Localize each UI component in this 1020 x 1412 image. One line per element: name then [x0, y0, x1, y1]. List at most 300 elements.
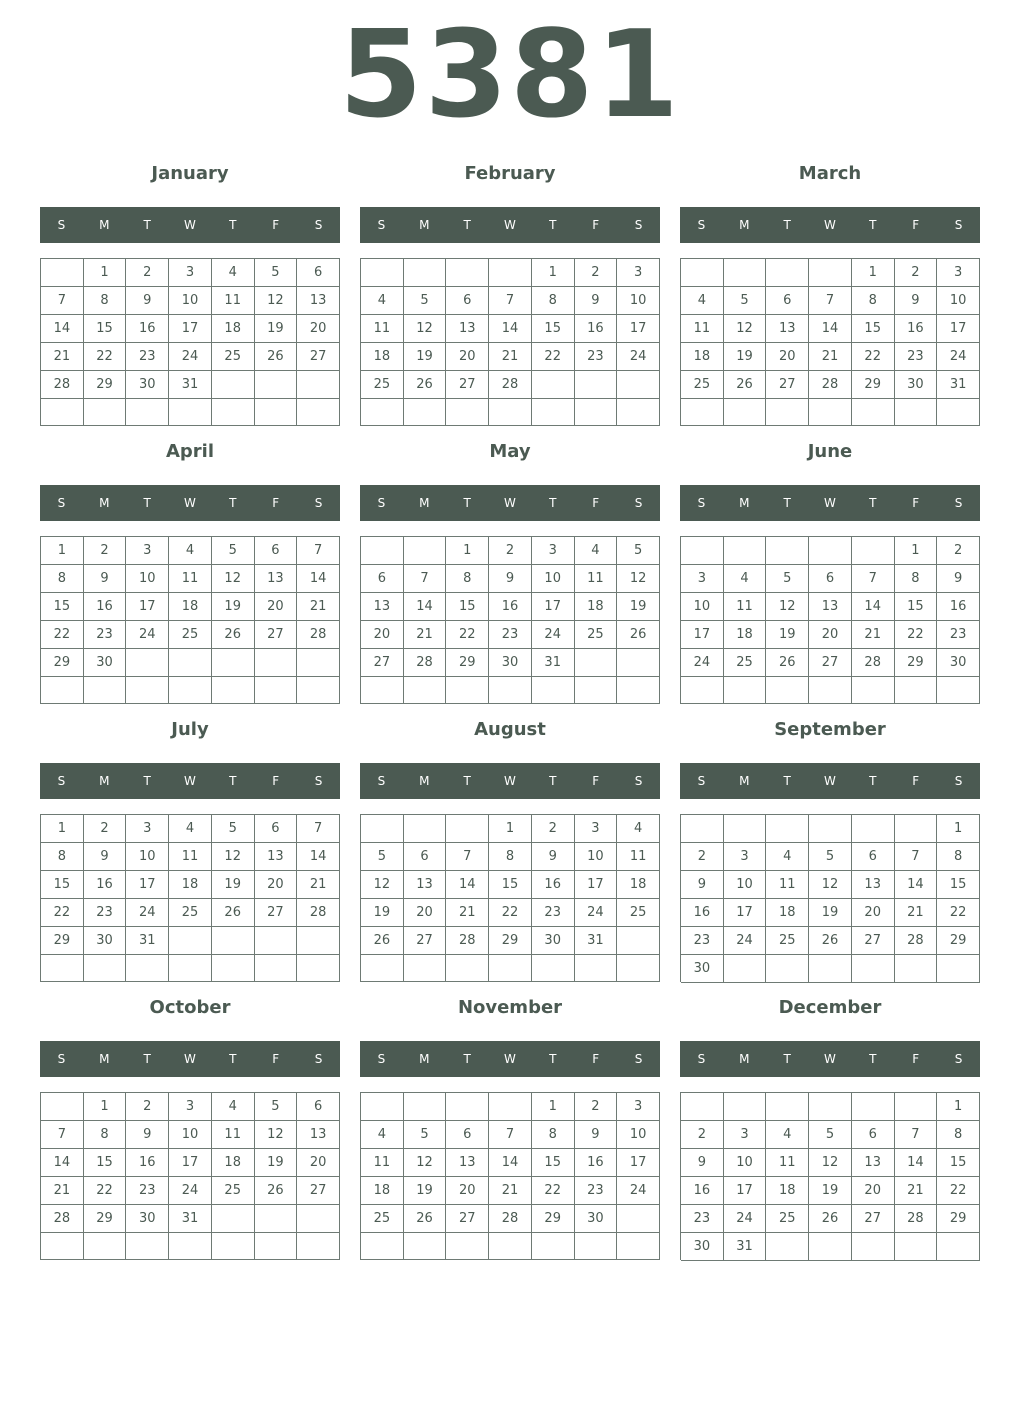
day-cell[interactable]: 18: [361, 1177, 404, 1205]
day-cell[interactable]: 7: [895, 843, 938, 871]
day-cell[interactable]: 14: [489, 1149, 532, 1177]
day-cell[interactable]: 27: [297, 1177, 340, 1205]
day-cell[interactable]: 14: [41, 1149, 84, 1177]
day-cell[interactable]: 2: [681, 1121, 724, 1149]
day-cell[interactable]: 21: [297, 593, 340, 621]
day-cell[interactable]: 31: [532, 649, 575, 677]
day-cell[interactable]: 29: [532, 1205, 575, 1233]
day-cell[interactable]: 27: [852, 1205, 895, 1233]
day-cell[interactable]: 8: [41, 843, 84, 871]
day-cell[interactable]: 23: [681, 1205, 724, 1233]
day-cell[interactable]: 20: [255, 871, 298, 899]
day-cell[interactable]: 4: [617, 815, 660, 843]
day-cell[interactable]: 6: [255, 815, 298, 843]
day-cell[interactable]: 1: [84, 1093, 127, 1121]
day-cell[interactable]: 20: [446, 343, 489, 371]
day-cell[interactable]: 29: [84, 1205, 127, 1233]
day-cell[interactable]: 7: [809, 287, 852, 315]
day-cell[interactable]: 24: [126, 621, 169, 649]
day-cell[interactable]: 27: [297, 343, 340, 371]
day-cell[interactable]: 11: [617, 843, 660, 871]
day-cell[interactable]: 30: [575, 1205, 618, 1233]
day-cell[interactable]: 15: [41, 871, 84, 899]
day-cell[interactable]: 10: [532, 565, 575, 593]
day-cell[interactable]: 23: [681, 927, 724, 955]
day-cell[interactable]: 14: [852, 593, 895, 621]
day-cell[interactable]: 25: [212, 1177, 255, 1205]
day-cell[interactable]: 14: [446, 871, 489, 899]
day-cell[interactable]: 9: [681, 871, 724, 899]
day-cell[interactable]: 18: [212, 315, 255, 343]
day-cell[interactable]: 11: [361, 1149, 404, 1177]
day-cell[interactable]: 10: [126, 565, 169, 593]
day-cell[interactable]: 19: [724, 343, 767, 371]
day-cell[interactable]: 13: [446, 1149, 489, 1177]
day-cell[interactable]: 10: [617, 287, 660, 315]
day-cell[interactable]: 5: [766, 565, 809, 593]
day-cell[interactable]: 17: [937, 315, 980, 343]
day-cell[interactable]: 2: [126, 259, 169, 287]
day-cell[interactable]: 19: [361, 899, 404, 927]
day-cell[interactable]: 16: [681, 1177, 724, 1205]
day-cell[interactable]: 11: [212, 287, 255, 315]
day-cell[interactable]: 5: [361, 843, 404, 871]
day-cell[interactable]: 28: [41, 1205, 84, 1233]
day-cell[interactable]: 7: [404, 565, 447, 593]
day-cell[interactable]: 31: [169, 1205, 212, 1233]
day-cell[interactable]: 6: [297, 1093, 340, 1121]
day-cell[interactable]: 7: [895, 1121, 938, 1149]
day-cell[interactable]: 1: [532, 259, 575, 287]
day-cell[interactable]: 25: [724, 649, 767, 677]
day-cell[interactable]: 18: [766, 1177, 809, 1205]
day-cell[interactable]: 30: [84, 649, 127, 677]
day-cell[interactable]: 20: [404, 899, 447, 927]
day-cell[interactable]: 8: [532, 1121, 575, 1149]
day-cell[interactable]: 15: [489, 871, 532, 899]
day-cell[interactable]: 6: [297, 259, 340, 287]
day-cell[interactable]: 11: [766, 1149, 809, 1177]
day-cell[interactable]: 11: [212, 1121, 255, 1149]
day-cell[interactable]: 27: [446, 1205, 489, 1233]
day-cell[interactable]: 28: [895, 1205, 938, 1233]
day-cell[interactable]: 31: [575, 927, 618, 955]
day-cell[interactable]: 10: [617, 1121, 660, 1149]
day-cell[interactable]: 17: [169, 1149, 212, 1177]
day-cell[interactable]: 30: [532, 927, 575, 955]
day-cell[interactable]: 26: [212, 899, 255, 927]
day-cell[interactable]: 29: [937, 927, 980, 955]
day-cell[interactable]: 12: [724, 315, 767, 343]
day-cell[interactable]: 19: [404, 343, 447, 371]
day-cell[interactable]: 21: [297, 871, 340, 899]
day-cell[interactable]: 13: [404, 871, 447, 899]
day-cell[interactable]: 8: [489, 843, 532, 871]
day-cell[interactable]: 29: [852, 371, 895, 399]
day-cell[interactable]: 9: [489, 565, 532, 593]
day-cell[interactable]: 18: [212, 1149, 255, 1177]
day-cell[interactable]: 3: [724, 1121, 767, 1149]
day-cell[interactable]: 28: [895, 927, 938, 955]
day-cell[interactable]: 28: [489, 1205, 532, 1233]
day-cell[interactable]: 12: [766, 593, 809, 621]
day-cell[interactable]: 29: [937, 1205, 980, 1233]
day-cell[interactable]: 24: [617, 1177, 660, 1205]
day-cell[interactable]: 5: [617, 537, 660, 565]
day-cell[interactable]: 29: [41, 649, 84, 677]
day-cell[interactable]: 10: [724, 1149, 767, 1177]
day-cell[interactable]: 9: [532, 843, 575, 871]
day-cell[interactable]: 25: [766, 927, 809, 955]
day-cell[interactable]: 17: [724, 899, 767, 927]
day-cell[interactable]: 30: [895, 371, 938, 399]
day-cell[interactable]: 28: [489, 371, 532, 399]
day-cell[interactable]: 9: [681, 1149, 724, 1177]
day-cell[interactable]: 9: [126, 1121, 169, 1149]
day-cell[interactable]: 6: [852, 1121, 895, 1149]
day-cell[interactable]: 12: [809, 1149, 852, 1177]
day-cell[interactable]: 27: [766, 371, 809, 399]
day-cell[interactable]: 21: [852, 621, 895, 649]
day-cell[interactable]: 30: [489, 649, 532, 677]
day-cell[interactable]: 25: [169, 899, 212, 927]
day-cell[interactable]: 27: [852, 927, 895, 955]
day-cell[interactable]: 25: [361, 371, 404, 399]
day-cell[interactable]: 4: [212, 259, 255, 287]
day-cell[interactable]: 26: [255, 343, 298, 371]
day-cell[interactable]: 12: [212, 843, 255, 871]
day-cell[interactable]: 20: [852, 899, 895, 927]
day-cell[interactable]: 22: [84, 1177, 127, 1205]
day-cell[interactable]: 13: [361, 593, 404, 621]
day-cell[interactable]: 5: [809, 843, 852, 871]
day-cell[interactable]: 31: [169, 371, 212, 399]
day-cell[interactable]: 19: [766, 621, 809, 649]
day-cell[interactable]: 14: [895, 871, 938, 899]
day-cell[interactable]: 4: [169, 537, 212, 565]
day-cell[interactable]: 3: [617, 1093, 660, 1121]
day-cell[interactable]: 22: [41, 899, 84, 927]
day-cell[interactable]: 1: [937, 815, 980, 843]
day-cell[interactable]: 8: [446, 565, 489, 593]
day-cell[interactable]: 18: [766, 899, 809, 927]
day-cell[interactable]: 22: [84, 343, 127, 371]
day-cell[interactable]: 4: [681, 287, 724, 315]
day-cell[interactable]: 22: [895, 621, 938, 649]
day-cell[interactable]: 8: [84, 1121, 127, 1149]
day-cell[interactable]: 29: [446, 649, 489, 677]
day-cell[interactable]: 17: [724, 1177, 767, 1205]
day-cell[interactable]: 1: [489, 815, 532, 843]
day-cell[interactable]: 19: [255, 315, 298, 343]
day-cell[interactable]: 2: [126, 1093, 169, 1121]
day-cell[interactable]: 19: [809, 1177, 852, 1205]
day-cell[interactable]: 25: [575, 621, 618, 649]
day-cell[interactable]: 11: [361, 315, 404, 343]
day-cell[interactable]: 19: [255, 1149, 298, 1177]
day-cell[interactable]: 23: [937, 621, 980, 649]
day-cell[interactable]: 12: [404, 315, 447, 343]
day-cell[interactable]: 1: [41, 815, 84, 843]
day-cell[interactable]: 26: [404, 371, 447, 399]
day-cell[interactable]: 26: [766, 649, 809, 677]
day-cell[interactable]: 21: [41, 1177, 84, 1205]
day-cell[interactable]: 13: [446, 315, 489, 343]
day-cell[interactable]: 11: [575, 565, 618, 593]
day-cell[interactable]: 1: [41, 537, 84, 565]
day-cell[interactable]: 16: [575, 315, 618, 343]
day-cell[interactable]: 26: [724, 371, 767, 399]
day-cell[interactable]: 5: [404, 287, 447, 315]
day-cell[interactable]: 26: [809, 927, 852, 955]
day-cell[interactable]: 14: [404, 593, 447, 621]
day-cell[interactable]: 14: [41, 315, 84, 343]
day-cell[interactable]: 3: [724, 843, 767, 871]
day-cell[interactable]: 31: [724, 1233, 767, 1261]
day-cell[interactable]: 6: [852, 843, 895, 871]
day-cell[interactable]: 28: [297, 899, 340, 927]
day-cell[interactable]: 12: [255, 287, 298, 315]
day-cell[interactable]: 24: [681, 649, 724, 677]
day-cell[interactable]: 18: [681, 343, 724, 371]
day-cell[interactable]: 13: [766, 315, 809, 343]
day-cell[interactable]: 1: [852, 259, 895, 287]
day-cell[interactable]: 20: [446, 1177, 489, 1205]
day-cell[interactable]: 23: [575, 1177, 618, 1205]
day-cell[interactable]: 2: [532, 815, 575, 843]
day-cell[interactable]: 21: [41, 343, 84, 371]
day-cell[interactable]: 18: [617, 871, 660, 899]
day-cell[interactable]: 28: [446, 927, 489, 955]
day-cell[interactable]: 8: [852, 287, 895, 315]
day-cell[interactable]: 23: [84, 899, 127, 927]
day-cell[interactable]: 4: [724, 565, 767, 593]
day-cell[interactable]: 27: [404, 927, 447, 955]
day-cell[interactable]: 26: [255, 1177, 298, 1205]
day-cell[interactable]: 13: [297, 1121, 340, 1149]
day-cell[interactable]: 4: [766, 843, 809, 871]
day-cell[interactable]: 7: [489, 1121, 532, 1149]
day-cell[interactable]: 10: [169, 287, 212, 315]
day-cell[interactable]: 5: [212, 537, 255, 565]
day-cell[interactable]: 3: [617, 259, 660, 287]
day-cell[interactable]: 5: [255, 1093, 298, 1121]
day-cell[interactable]: 18: [169, 593, 212, 621]
day-cell[interactable]: 17: [126, 871, 169, 899]
day-cell[interactable]: 1: [84, 259, 127, 287]
day-cell[interactable]: 24: [575, 899, 618, 927]
day-cell[interactable]: 3: [126, 537, 169, 565]
day-cell[interactable]: 16: [489, 593, 532, 621]
day-cell[interactable]: 4: [575, 537, 618, 565]
day-cell[interactable]: 27: [446, 371, 489, 399]
day-cell[interactable]: 11: [766, 871, 809, 899]
day-cell[interactable]: 28: [809, 371, 852, 399]
day-cell[interactable]: 2: [84, 537, 127, 565]
day-cell[interactable]: 12: [809, 871, 852, 899]
day-cell[interactable]: 21: [489, 1177, 532, 1205]
day-cell[interactable]: 17: [681, 621, 724, 649]
day-cell[interactable]: 8: [532, 287, 575, 315]
day-cell[interactable]: 1: [895, 537, 938, 565]
day-cell[interactable]: 19: [404, 1177, 447, 1205]
day-cell[interactable]: 25: [169, 621, 212, 649]
day-cell[interactable]: 24: [617, 343, 660, 371]
day-cell[interactable]: 30: [84, 927, 127, 955]
day-cell[interactable]: 5: [404, 1121, 447, 1149]
day-cell[interactable]: 2: [937, 537, 980, 565]
day-cell[interactable]: 8: [895, 565, 938, 593]
day-cell[interactable]: 25: [617, 899, 660, 927]
day-cell[interactable]: 25: [361, 1205, 404, 1233]
day-cell[interactable]: 15: [446, 593, 489, 621]
day-cell[interactable]: 29: [489, 927, 532, 955]
day-cell[interactable]: 7: [852, 565, 895, 593]
day-cell[interactable]: 31: [126, 927, 169, 955]
day-cell[interactable]: 16: [84, 593, 127, 621]
day-cell[interactable]: 15: [41, 593, 84, 621]
day-cell[interactable]: 14: [297, 843, 340, 871]
day-cell[interactable]: 6: [809, 565, 852, 593]
day-cell[interactable]: 13: [255, 843, 298, 871]
day-cell[interactable]: 27: [809, 649, 852, 677]
day-cell[interactable]: 7: [297, 815, 340, 843]
day-cell[interactable]: 9: [895, 287, 938, 315]
day-cell[interactable]: 2: [575, 1093, 618, 1121]
day-cell[interactable]: 18: [361, 343, 404, 371]
day-cell[interactable]: 10: [724, 871, 767, 899]
day-cell[interactable]: 6: [766, 287, 809, 315]
day-cell[interactable]: 3: [532, 537, 575, 565]
day-cell[interactable]: 15: [532, 315, 575, 343]
day-cell[interactable]: 26: [617, 621, 660, 649]
day-cell[interactable]: 10: [937, 287, 980, 315]
day-cell[interactable]: 6: [446, 1121, 489, 1149]
day-cell[interactable]: 30: [681, 955, 724, 983]
day-cell[interactable]: 11: [724, 593, 767, 621]
day-cell[interactable]: 15: [852, 315, 895, 343]
day-cell[interactable]: 23: [575, 343, 618, 371]
day-cell[interactable]: 6: [255, 537, 298, 565]
day-cell[interactable]: 7: [446, 843, 489, 871]
day-cell[interactable]: 15: [84, 315, 127, 343]
day-cell[interactable]: 22: [446, 621, 489, 649]
day-cell[interactable]: 12: [361, 871, 404, 899]
day-cell[interactable]: 3: [681, 565, 724, 593]
day-cell[interactable]: 1: [532, 1093, 575, 1121]
day-cell[interactable]: 22: [489, 899, 532, 927]
day-cell[interactable]: 4: [766, 1121, 809, 1149]
day-cell[interactable]: 16: [681, 899, 724, 927]
day-cell[interactable]: 4: [212, 1093, 255, 1121]
day-cell[interactable]: 16: [532, 871, 575, 899]
day-cell[interactable]: 20: [809, 621, 852, 649]
day-cell[interactable]: 15: [895, 593, 938, 621]
day-cell[interactable]: 7: [41, 287, 84, 315]
day-cell[interactable]: 12: [404, 1149, 447, 1177]
day-cell[interactable]: 29: [84, 371, 127, 399]
day-cell[interactable]: 16: [575, 1149, 618, 1177]
day-cell[interactable]: 10: [169, 1121, 212, 1149]
day-cell[interactable]: 20: [766, 343, 809, 371]
day-cell[interactable]: 20: [255, 593, 298, 621]
day-cell[interactable]: 21: [489, 343, 532, 371]
day-cell[interactable]: 10: [126, 843, 169, 871]
day-cell[interactable]: 25: [766, 1205, 809, 1233]
day-cell[interactable]: 6: [404, 843, 447, 871]
day-cell[interactable]: 27: [255, 899, 298, 927]
day-cell[interactable]: 14: [809, 315, 852, 343]
day-cell[interactable]: 1: [446, 537, 489, 565]
day-cell[interactable]: 13: [852, 871, 895, 899]
day-cell[interactable]: 26: [361, 927, 404, 955]
day-cell[interactable]: 22: [41, 621, 84, 649]
day-cell[interactable]: 23: [84, 621, 127, 649]
day-cell[interactable]: 3: [169, 259, 212, 287]
day-cell[interactable]: 26: [404, 1205, 447, 1233]
day-cell[interactable]: 24: [126, 899, 169, 927]
day-cell[interactable]: 30: [937, 649, 980, 677]
day-cell[interactable]: 16: [895, 315, 938, 343]
day-cell[interactable]: 17: [532, 593, 575, 621]
day-cell[interactable]: 14: [895, 1149, 938, 1177]
day-cell[interactable]: 11: [681, 315, 724, 343]
day-cell[interactable]: 22: [937, 899, 980, 927]
day-cell[interactable]: 9: [575, 287, 618, 315]
day-cell[interactable]: 7: [297, 537, 340, 565]
day-cell[interactable]: 22: [532, 343, 575, 371]
day-cell[interactable]: 24: [532, 621, 575, 649]
day-cell[interactable]: 9: [937, 565, 980, 593]
day-cell[interactable]: 29: [41, 927, 84, 955]
day-cell[interactable]: 28: [297, 621, 340, 649]
day-cell[interactable]: 22: [532, 1177, 575, 1205]
day-cell[interactable]: 27: [255, 621, 298, 649]
day-cell[interactable]: 12: [212, 565, 255, 593]
day-cell[interactable]: 19: [809, 899, 852, 927]
day-cell[interactable]: 8: [937, 1121, 980, 1149]
day-cell[interactable]: 9: [575, 1121, 618, 1149]
day-cell[interactable]: 9: [126, 287, 169, 315]
day-cell[interactable]: 17: [617, 1149, 660, 1177]
day-cell[interactable]: 23: [126, 1177, 169, 1205]
day-cell[interactable]: 10: [681, 593, 724, 621]
day-cell[interactable]: 16: [84, 871, 127, 899]
day-cell[interactable]: 9: [84, 843, 127, 871]
day-cell[interactable]: 22: [937, 1177, 980, 1205]
day-cell[interactable]: 21: [895, 1177, 938, 1205]
day-cell[interactable]: 3: [575, 815, 618, 843]
day-cell[interactable]: 20: [297, 315, 340, 343]
day-cell[interactable]: 25: [212, 343, 255, 371]
day-cell[interactable]: 6: [361, 565, 404, 593]
day-cell[interactable]: 2: [895, 259, 938, 287]
day-cell[interactable]: 16: [126, 315, 169, 343]
day-cell[interactable]: 21: [446, 899, 489, 927]
day-cell[interactable]: 4: [361, 287, 404, 315]
day-cell[interactable]: 24: [937, 343, 980, 371]
day-cell[interactable]: 28: [852, 649, 895, 677]
day-cell[interactable]: 12: [617, 565, 660, 593]
day-cell[interactable]: 14: [297, 565, 340, 593]
day-cell[interactable]: 16: [126, 1149, 169, 1177]
day-cell[interactable]: 6: [446, 287, 489, 315]
day-cell[interactable]: 2: [681, 843, 724, 871]
day-cell[interactable]: 27: [361, 649, 404, 677]
day-cell[interactable]: 8: [84, 287, 127, 315]
day-cell[interactable]: 17: [126, 593, 169, 621]
day-cell[interactable]: 21: [809, 343, 852, 371]
